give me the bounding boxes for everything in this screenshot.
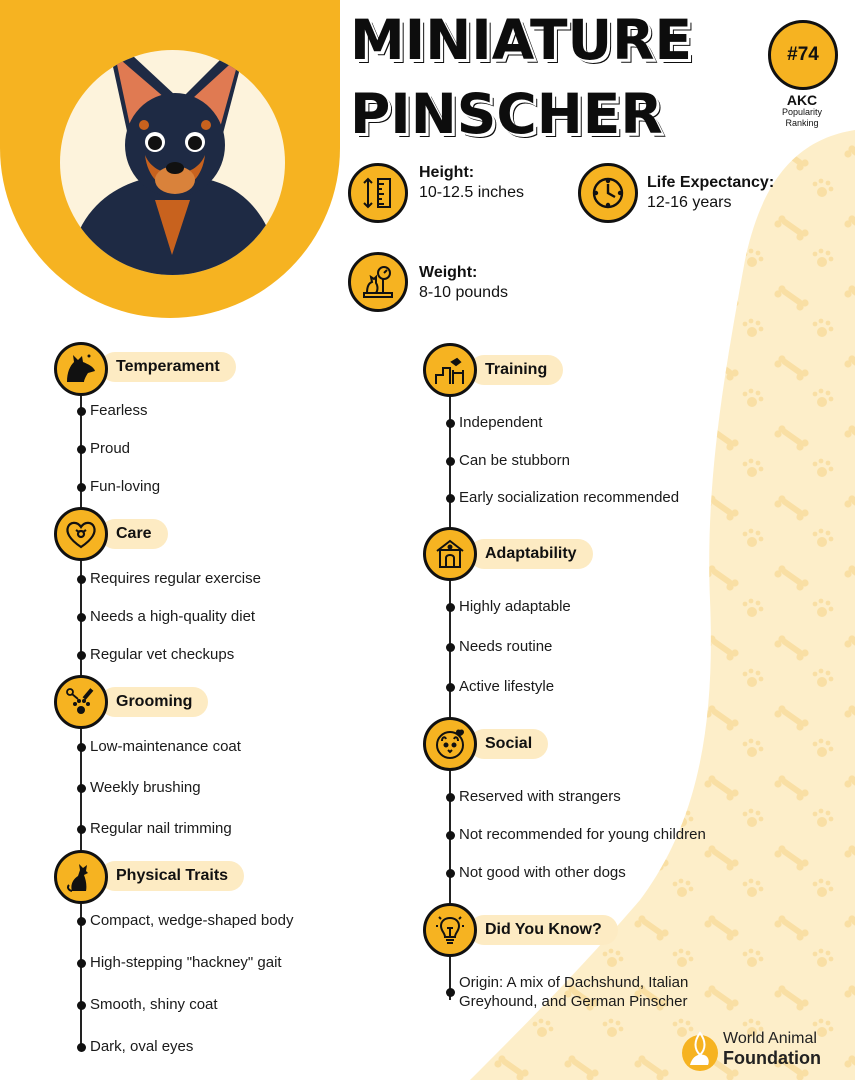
title-line-1: MINIATURE xyxy=(350,8,693,72)
training-item-2: Can be stubborn xyxy=(459,452,570,469)
did-you-know-item-line1: Origin: A mix of Dachshund, Italian xyxy=(459,974,689,991)
list-bullet xyxy=(446,643,455,652)
list-bullet xyxy=(77,959,86,968)
list-bullet xyxy=(446,831,455,840)
adaptability-item-3: Active lifestyle xyxy=(459,678,555,695)
height-label: Height: xyxy=(419,164,475,181)
list-bullet xyxy=(77,1043,86,1052)
life-expectancy-value: 12-16 years xyxy=(647,194,732,211)
social-item-2: Not recommended for young children xyxy=(459,826,706,843)
heart-paw-icon xyxy=(54,507,108,561)
list-bullet xyxy=(77,445,86,454)
grooming-item-3: Regular nail trimming xyxy=(90,820,232,837)
list-bullet xyxy=(77,651,86,660)
weight-value: 8-10 pounds xyxy=(419,284,508,301)
list-bullet xyxy=(446,603,455,612)
dog-face-heart-icon xyxy=(423,717,477,771)
rank-badge: #74 xyxy=(768,20,838,90)
sitting-dog-icon xyxy=(54,850,108,904)
grooming-title: Grooming xyxy=(100,687,208,717)
physical-item-4: Dark, oval eyes xyxy=(90,1038,194,1055)
physical-item-1: Compact, wedge-shaped body xyxy=(90,912,294,929)
care-title: Care xyxy=(100,519,168,549)
list-bullet xyxy=(77,784,86,793)
life-expectancy-label: Life Expectancy: xyxy=(647,174,775,191)
physical-item-2: High-stepping "hackney" gait xyxy=(90,954,282,971)
care-item-3: Regular vet checkups xyxy=(90,646,235,663)
physical-traits-title: Physical Traits xyxy=(100,861,244,891)
list-bullet xyxy=(77,1001,86,1010)
list-bullet xyxy=(446,457,455,466)
list-bullet xyxy=(446,419,455,428)
care-item-2: Needs a high-quality diet xyxy=(90,608,256,625)
weight-scale-icon xyxy=(348,252,408,312)
list-bullet xyxy=(446,494,455,503)
foundation-name-line1: World Animal xyxy=(723,1030,817,1047)
adaptability-title: Adaptability xyxy=(469,539,593,569)
list-bullet xyxy=(446,793,455,802)
did-you-know-title: Did You Know? xyxy=(469,915,618,945)
adaptability-item-2: Needs routine xyxy=(459,638,553,655)
temperament-item-3: Fun-loving xyxy=(90,478,161,495)
dog-portrait xyxy=(60,50,285,275)
rank-sub-line2: Ranking xyxy=(785,118,819,128)
training-title: Training xyxy=(469,355,563,385)
list-bullet xyxy=(446,988,455,997)
social-item-1: Reserved with strangers xyxy=(459,788,621,805)
title-line-2: PINSCHER xyxy=(350,82,663,146)
list-bullet xyxy=(77,407,86,416)
dog-head-icon xyxy=(54,342,108,396)
agility-training-icon xyxy=(423,343,477,397)
temperament-item-1: Fearless xyxy=(90,402,148,419)
adaptability-item-1: Highly adaptable xyxy=(459,598,571,615)
clock-icon xyxy=(578,163,638,223)
lightbulb-icon xyxy=(423,903,477,957)
dog-house-icon xyxy=(423,527,477,581)
list-bullet xyxy=(77,575,86,584)
list-bullet xyxy=(77,917,86,926)
foundation-name-line2: Foundation xyxy=(723,1048,821,1068)
training-item-1: Independent xyxy=(459,414,543,431)
grooming-tools-icon xyxy=(54,675,108,729)
weight-label: Weight: xyxy=(419,264,478,281)
social-title: Social xyxy=(469,729,548,759)
did-you-know-item-line2: Greyhound, and German Pinscher xyxy=(459,993,688,1010)
physical-item-3: Smooth, shiny coat xyxy=(90,996,218,1013)
grooming-item-2: Weekly brushing xyxy=(90,779,201,796)
rank-sub-line1: Popularity xyxy=(781,107,823,117)
grooming-item-1: Low-maintenance coat xyxy=(90,738,241,755)
list-bullet xyxy=(77,743,86,752)
list-bullet xyxy=(77,483,86,492)
rank-sublabel xyxy=(760,107,844,129)
list-bullet xyxy=(77,613,86,622)
rank-label: AKC xyxy=(786,92,818,108)
temperament-title: Temperament xyxy=(100,352,236,382)
list-bullet xyxy=(77,825,86,834)
training-item-3: Early socialization recommended xyxy=(459,489,680,506)
temperament-item-2: Proud xyxy=(90,440,131,457)
foundation-logo-icon xyxy=(680,1025,720,1073)
list-bullet xyxy=(446,869,455,878)
care-item-1: Requires regular exercise xyxy=(90,570,261,587)
height-value: 10-12.5 inches xyxy=(419,184,524,201)
list-bullet xyxy=(446,683,455,692)
social-item-3: Not good with other dogs xyxy=(459,864,626,881)
height-ruler-icon xyxy=(348,163,408,223)
